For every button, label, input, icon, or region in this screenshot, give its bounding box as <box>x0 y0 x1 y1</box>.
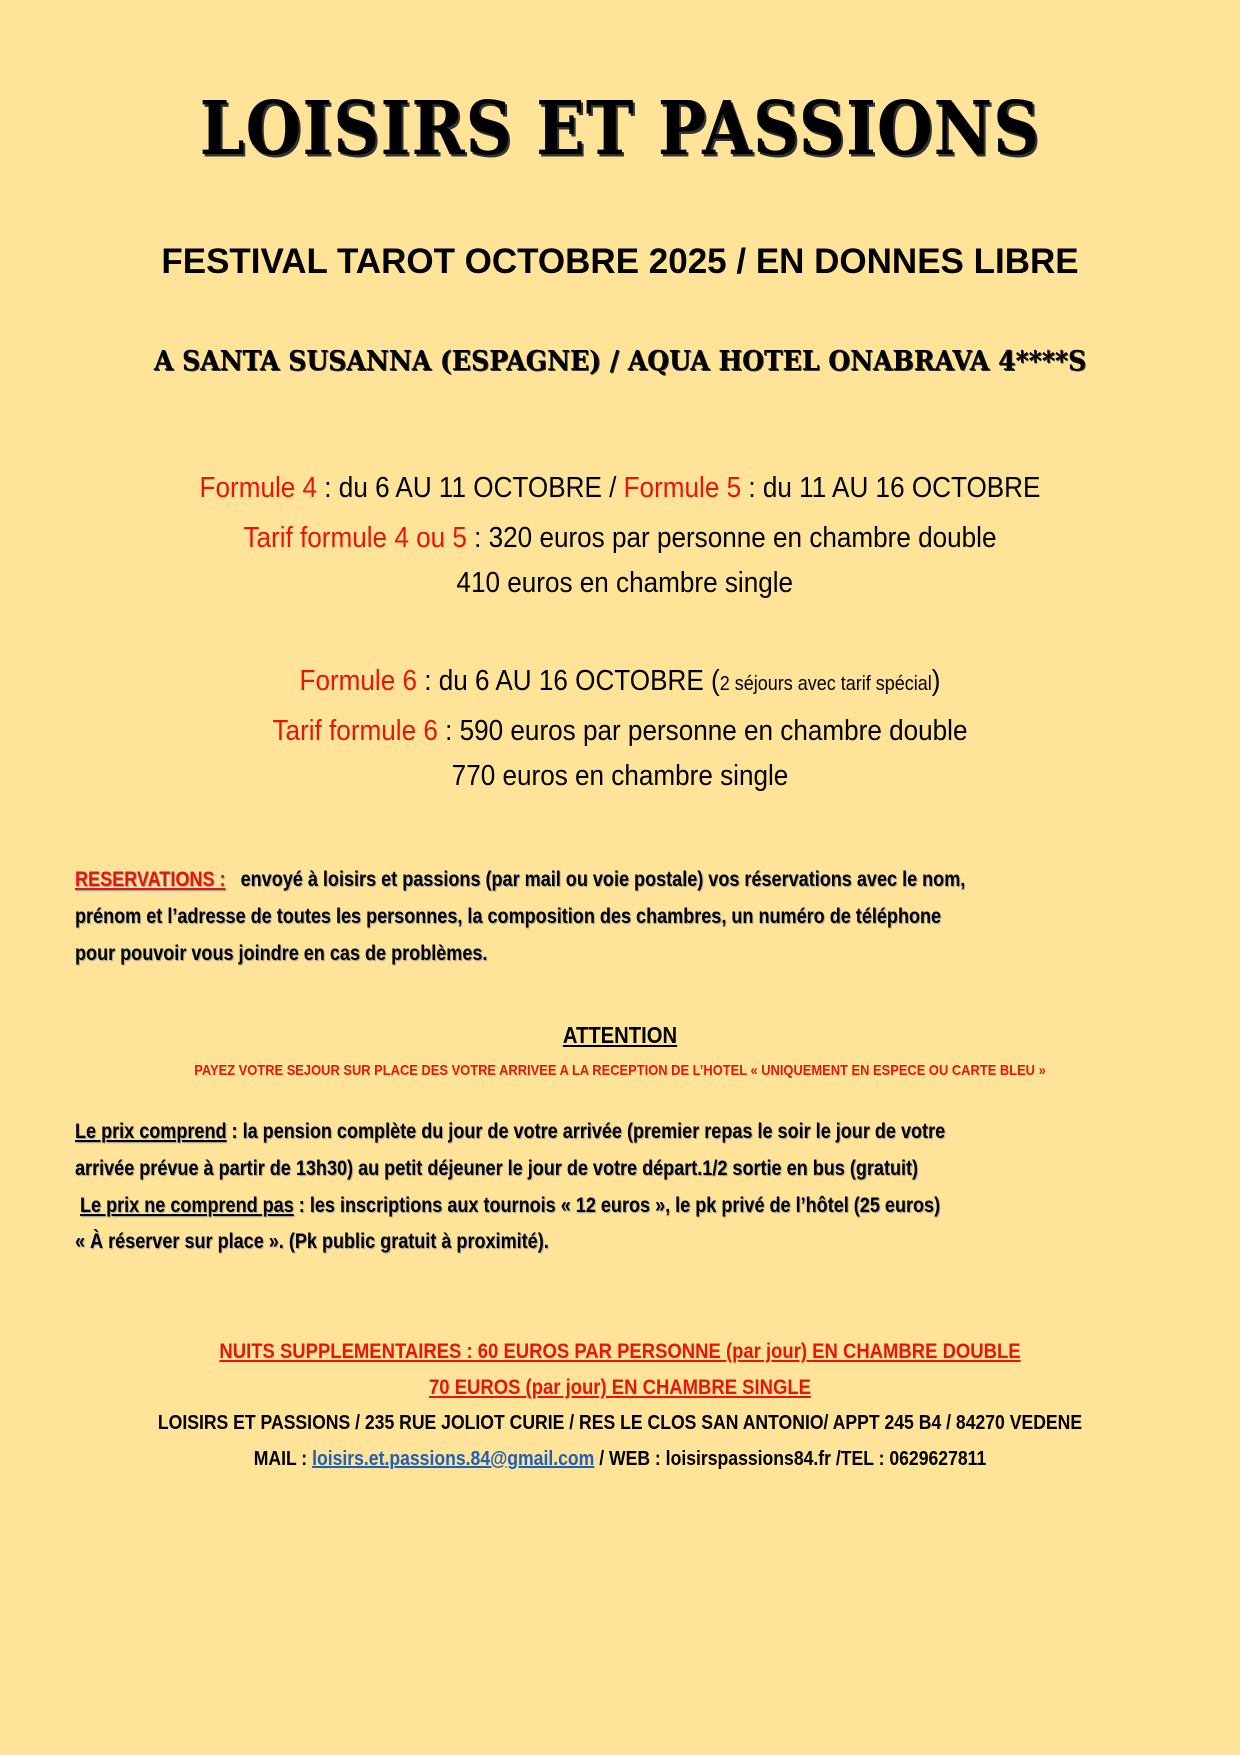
prix-comprend-text-1: : la pension complète du jour de votre arrivée (premier repas le soir le jour de votre <box>226 1120 946 1143</box>
formule-5-label: Formule 5 <box>623 472 742 504</box>
reservations-text-1: envoyé à loisirs et passions (par mail ou voie postale) vos réservations avec le nom, <box>240 868 966 891</box>
formule-6-dates-text: : du 6 AU 16 OCTOBRE ( <box>416 665 720 697</box>
nuits-supplementaires-1 <box>74 1340 1165 1364</box>
page-title: LOISIRS ET PASSIONS <box>199 86 1041 173</box>
attention-heading-text: ATTENTION <box>562 1022 678 1048</box>
formule-4-label: Formule 4 <box>199 472 318 504</box>
attention-heading <box>74 1022 1165 1049</box>
formule-6-close: ) <box>931 665 941 697</box>
reservations-line-1 <box>75 868 965 892</box>
formule-4-5-dates <box>62 472 1178 505</box>
prix-ne-comprend-text-1: : les inscriptions aux tournois « 12 euros », le pk privé de l’hôtel (25 euros) <box>293 1194 941 1217</box>
formule-6-note: 2 séjours avec tarif spécial <box>719 673 932 695</box>
prix-ne-comprend-line-2: « À réserver sur place ». (Pk public gratuit à proximité). <box>75 1230 549 1253</box>
nuits-supplementaires-1-text: NUITS SUPPLEMENTAIRES : 60 EUROS PAR PERSONNE (par jour) EN CHAMBRE DOUBLE <box>219 1340 1021 1363</box>
event-subtitle: FESTIVAL TAROT OCTOBRE 2025 / EN DONNES LIBRE <box>161 242 1079 281</box>
tarif-4-5-single: 410 euros en chambre single <box>456 567 794 599</box>
nuits-supplementaires-2 <box>74 1376 1165 1400</box>
formule-4-dates: : du 6 AU 11 OCTOBRE / <box>317 472 624 504</box>
postal-address: LOISIRS ET PASSIONS / 235 RUE JOLIOT CURIE / RES LE CLOS SAN ANTONIO/ APPT 245 B4 / 84270 VEDENE <box>157 1412 1083 1434</box>
prix-comprend-line-1 <box>75 1120 945 1144</box>
tarif-6 <box>62 715 1178 748</box>
prix-ne-comprend-line-1 <box>80 1194 940 1218</box>
web-tel: / WEB : loisirspassions84.fr /TEL : 0629627811 <box>594 1448 987 1470</box>
tarif-4-5-label: Tarif formule 4 ou 5 <box>243 522 467 554</box>
formule-6-dates <box>62 665 1178 698</box>
prix-comprend-label: Le prix comprend <box>75 1120 227 1143</box>
contact-line <box>74 1448 1165 1471</box>
prix-ne-comprend-label: Le prix ne comprend pas <box>80 1194 294 1217</box>
prix-comprend-line-2: arrivée prévue à partir de 13h30) au petit déjeuner le jour de votre départ.1/2 sortie en bus (gratuit) <box>75 1157 919 1180</box>
attention-notice: PAYEZ VOTRE SEJOUR SUR PLACE DES VOTRE ARRIVEE A LA RECEPTION DE L’HOTEL « UNIQUEMENT EN ESPECE OU CARTE BLEU » <box>194 1062 1046 1079</box>
nuits-supplementaires-2-text: 70 EUROS (par jour) EN CHAMBRE SINGLE <box>429 1376 811 1399</box>
formule-5-dates: : du 11 AU 16 OCTOBRE <box>741 472 1041 504</box>
tarif-6-single: 770 euros en chambre single <box>451 760 789 792</box>
tarif-6-double: : 590 euros par personne en chambre double <box>437 715 968 747</box>
formule-6-label: Formule 6 <box>299 665 417 697</box>
mail-label: MAIL : <box>253 1448 313 1470</box>
reservations-label: RESERVATIONS : <box>75 868 226 891</box>
reservations-line-2: prénom et l’adresse de toutes les personnes, la composition des chambres, un numéro de téléphone <box>75 905 942 928</box>
tarif-4-5 <box>62 522 1178 555</box>
event-location: A SANTA SUSANNA (ESPAGNE) / AQUA HOTEL ONABRAVA 4****S <box>153 346 1087 377</box>
reservations-line-3: pour pouvoir vous joindre en cas de problèmes. <box>75 942 488 965</box>
email-link[interactable]: loisirs.et.passions.84@gmail.com <box>312 1448 595 1470</box>
tarif-6-label: Tarif formule 6 <box>272 715 438 747</box>
tarif-4-5-double: : 320 euros par personne en chambre double <box>466 522 997 554</box>
